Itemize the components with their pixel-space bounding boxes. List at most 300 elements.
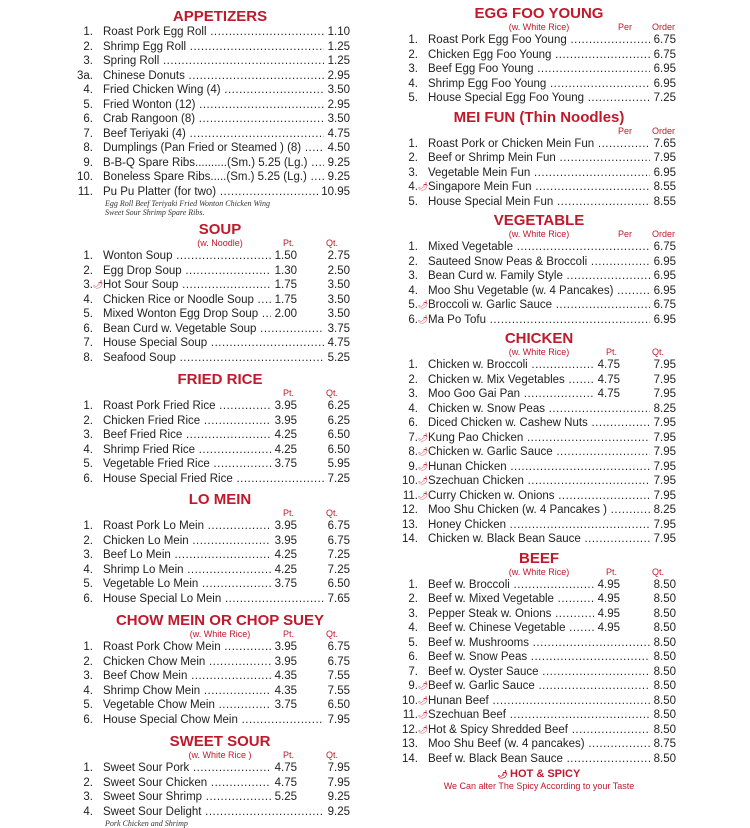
item-number: 1.	[408, 34, 418, 46]
item-number: 3.	[408, 270, 418, 282]
chili-pepper-icon: 🌶	[418, 681, 429, 690]
item-name	[103, 640, 271, 655]
item-number: 7.	[408, 665, 418, 678]
menu-item	[75, 112, 365, 127]
item-number: 1.	[83, 641, 93, 653]
price: 6.75	[327, 655, 350, 668]
menu-item	[75, 443, 365, 458]
item-name	[103, 713, 324, 728]
price: 8.25	[653, 504, 676, 516]
price-small: 4.95	[597, 578, 620, 591]
item-name	[428, 137, 650, 152]
price-small: 4.95	[597, 607, 620, 620]
item-name	[428, 445, 650, 460]
menu-item	[75, 713, 365, 728]
chili-pepper-icon: 🌶	[418, 447, 429, 456]
hot-spicy-text: HOT & SPICY	[510, 768, 581, 780]
menu-item	[75, 669, 365, 684]
item-name-text: Bean Curd w. Vegetable Soup	[103, 322, 257, 335]
item-name	[428, 373, 594, 388]
price: 8.75	[653, 738, 676, 750]
menu-item	[75, 548, 365, 563]
price: 3.50	[327, 279, 350, 291]
price: 7.25	[653, 92, 676, 104]
item-number: 1.	[83, 520, 93, 532]
menu-section	[400, 550, 678, 767]
price: 5.25	[327, 351, 350, 364]
item-number: 3.	[83, 429, 93, 441]
item-name	[103, 443, 271, 458]
section-subheader	[75, 508, 365, 519]
item-name	[103, 25, 324, 40]
menu-item	[400, 708, 678, 723]
menu-item	[400, 180, 678, 195]
price: 6.50	[327, 429, 350, 441]
section-subheader	[75, 629, 365, 640]
item-number: 3.	[83, 279, 93, 291]
price: 6.95	[653, 63, 676, 75]
column-header: Pt.	[283, 238, 295, 248]
item-number: 2.	[83, 40, 93, 53]
item-number: 9.	[83, 156, 93, 169]
item-name-text: Shrimp Lo Mein	[103, 563, 184, 576]
menu-item	[75, 534, 365, 549]
item-name	[103, 761, 271, 776]
item-name-text: Shrimp Fried Rice	[103, 443, 196, 456]
item-name	[103, 414, 271, 429]
item-number: 14.	[402, 533, 418, 545]
item-name-text: Moo Shu Vegetable (w. 4 Pancakes)	[428, 284, 614, 297]
item-number: 3.	[408, 388, 418, 400]
item-name-text: Egg Drop Soup	[103, 264, 182, 277]
item-number: 1.	[83, 762, 93, 774]
item-number: 3.	[83, 55, 93, 67]
item-name	[428, 532, 650, 547]
price: 7.55	[327, 670, 350, 682]
price: 6.50	[327, 699, 350, 711]
price: 7.95	[653, 388, 676, 400]
price-small: 1.75	[274, 293, 297, 306]
item-name	[103, 698, 271, 713]
section-title: SOUP	[198, 221, 242, 238]
item-name	[103, 293, 271, 308]
item-name	[103, 307, 271, 322]
item-name-text: Ma Po Tofu	[428, 313, 486, 326]
section-note: (w. Noodle)	[197, 238, 243, 248]
item-name-text: Roast Pork Chow Mein	[103, 641, 221, 653]
item-name	[103, 428, 271, 443]
price: 1.10	[327, 26, 350, 38]
item-name-text: Roast Pork Fried Rice	[103, 400, 216, 412]
menu-item	[400, 284, 678, 299]
item-number: 4.	[408, 284, 418, 297]
item-name	[428, 460, 650, 475]
item-number: 6.	[83, 472, 93, 485]
item-name	[103, 98, 324, 113]
item-name-text: Sweet Sour Pork	[103, 762, 190, 774]
section-title: BEEF	[518, 549, 559, 567]
item-name	[103, 278, 271, 293]
item-name	[428, 402, 650, 417]
item-name-text: Fried Wonton (12)	[103, 98, 196, 111]
item-name	[428, 298, 650, 313]
menu-section	[75, 371, 365, 486]
item-name-text: Hunan Chicken	[428, 460, 507, 473]
item-name-text: Broccoli w. Garlic Sauce	[428, 299, 552, 311]
price: 7.95	[653, 489, 676, 502]
item-name-text: Chicken w. Broccoli	[428, 359, 528, 371]
item-name-text: Singapore Mein Fun	[428, 181, 532, 193]
item-name-text: B-B-Q Spare Ribs..........(Sm.) 5.25 (Lg.)	[103, 156, 308, 169]
section-note: (w. White Rice )	[188, 750, 252, 760]
price-small: 3.95	[274, 534, 297, 547]
item-name	[103, 249, 271, 264]
price: 3.75	[327, 322, 350, 335]
menu-item	[400, 474, 678, 489]
price: 8.50	[653, 651, 676, 663]
price: 4.50	[327, 142, 350, 154]
price: 4.75	[327, 127, 350, 140]
price: 8.50	[653, 622, 676, 634]
menu-item	[75, 69, 365, 84]
item-name-text: Roast Pork Egg Roll	[103, 26, 207, 38]
item-name-text: Szechuan Chicken	[428, 475, 524, 487]
item-name	[103, 336, 324, 351]
price-small: 3.95	[274, 414, 297, 427]
menu-section	[75, 612, 365, 727]
item-number: 10.	[77, 171, 93, 183]
item-number: 3.	[408, 166, 418, 179]
price-small: 3.75	[274, 699, 297, 711]
column-header: Pt.	[283, 388, 295, 398]
item-name	[428, 665, 650, 680]
price-small: 4.75	[274, 776, 297, 789]
column-header: Pt.	[606, 566, 618, 577]
menu-item	[400, 77, 678, 92]
item-number: 1.	[83, 250, 93, 262]
price-small: 4.25	[274, 443, 297, 456]
menu-item	[75, 278, 365, 293]
hot-spicy-legend	[400, 768, 678, 792]
menu-item	[75, 264, 365, 279]
menu-item	[75, 127, 365, 142]
price: 6.95	[653, 284, 676, 297]
item-name-text: Hunan Beef	[428, 694, 489, 707]
item-number: 2.	[83, 534, 93, 547]
menu-item	[400, 387, 678, 402]
price: 6.95	[653, 270, 676, 282]
item-name	[428, 387, 594, 402]
chili-pepper-icon: 🌶	[418, 724, 429, 734]
item-name	[103, 655, 271, 670]
item-name-text: Moo Shu Chicken (w. 4 Pancakes )	[428, 504, 607, 516]
menu-item	[75, 293, 365, 308]
item-name-text: Vegetable Fried Rice	[103, 458, 210, 470]
item-number: 6.	[408, 417, 418, 429]
menu-item	[400, 298, 678, 313]
item-number: 11.	[402, 489, 418, 502]
item-name-text: House Special Fried Rice	[103, 472, 233, 485]
column-header: Qt.	[326, 629, 339, 639]
item-name	[428, 636, 650, 651]
item-number: 9.	[408, 680, 418, 692]
price-small: 4.95	[597, 622, 620, 634]
price: 4.75	[327, 337, 350, 349]
menu-item	[75, 25, 365, 40]
item-name-text: Curry Chicken w. Onions	[428, 489, 555, 502]
item-name-text: Beef w. Black Bean Sauce	[428, 752, 563, 765]
item-name-text: Shrimp Egg Foo Young	[428, 77, 547, 90]
section-title: MEI FUN (Thin Noodles)	[453, 108, 625, 126]
item-name-text: Chicken Lo Mein	[103, 534, 189, 547]
item-name-text: Chicken w. Black Bean Sauce	[428, 533, 581, 545]
chili-pepper-icon: 🌶	[418, 695, 429, 705]
item-number: 5.	[408, 299, 418, 311]
item-name-text: Sweet Sour Delight	[103, 805, 202, 818]
item-number: 2.	[408, 255, 418, 268]
price: 8.50	[653, 578, 676, 591]
column-header: Qt.	[326, 238, 339, 248]
column-header: Qt.	[652, 347, 665, 357]
item-number: 7.	[408, 431, 418, 444]
item-name-text: Mixed Vegetable	[428, 241, 514, 253]
item-name-text: Beef w. Mushrooms	[428, 636, 529, 649]
section-title: LO MEIN	[188, 491, 252, 508]
price: 7.25	[327, 472, 350, 485]
section-title: CHOW MEIN OR CHOP SUEY	[115, 612, 325, 629]
section-title: APPETIZERS	[172, 8, 268, 25]
menu-item	[400, 313, 678, 328]
item-name-text: Roast Pork Lo Mein	[103, 520, 204, 532]
section-subheader	[75, 238, 365, 249]
price: 1.25	[327, 40, 350, 53]
item-number: 6.	[408, 313, 418, 326]
item-number: 1.	[83, 26, 93, 38]
menu-item	[400, 636, 678, 651]
menu-item	[400, 33, 678, 48]
price: 8.50	[653, 607, 676, 620]
item-number: 4.	[83, 563, 93, 576]
item-number: 6.	[83, 713, 93, 726]
price: 7.95	[653, 373, 676, 386]
item-name-text: Chicken w. Garlic Sauce	[428, 446, 553, 458]
price: 7.95	[653, 152, 676, 164]
price-small: 4.95	[597, 593, 620, 605]
item-number: 2.	[408, 373, 418, 386]
section-note: (w. White Rice)	[508, 566, 570, 577]
menu-item	[75, 472, 365, 487]
item-name	[428, 416, 650, 431]
item-number: 10.	[402, 694, 418, 707]
item-name-text: Wonton Soup	[103, 250, 173, 262]
menu-item	[400, 518, 678, 533]
item-name-text: Diced Chicken w. Cashew Nuts	[428, 417, 588, 429]
item-number: 2.	[83, 776, 93, 789]
item-number: 7.	[83, 127, 93, 140]
item-name-text: Shrimp Chow Mein	[103, 684, 201, 697]
column-header: Qt.	[326, 508, 339, 518]
item-number: 4.	[408, 181, 418, 193]
item-name-text: Spring Roll	[103, 55, 160, 67]
item-name	[428, 62, 650, 77]
item-name-text: House Special Lo Mein	[103, 592, 222, 605]
item-number: 2.	[408, 48, 418, 61]
item-number: 8.	[83, 351, 93, 364]
chili-pepper-icon: 🌶	[418, 182, 429, 191]
chili-pepper-icon: 🌶	[497, 770, 511, 779]
item-name-text: Sweet Sour Shrimp	[103, 791, 203, 803]
item-name	[428, 284, 650, 299]
price: 6.75	[653, 299, 676, 311]
price: 6.25	[327, 414, 350, 427]
price: 8.50	[653, 593, 676, 605]
price-small: 4.25	[274, 549, 297, 561]
item-number: 5.	[83, 699, 93, 711]
column-header: Order	[652, 125, 676, 136]
menu-item	[75, 83, 365, 98]
menu-item	[75, 414, 365, 429]
item-name	[428, 723, 650, 738]
item-number: 4.	[83, 443, 93, 456]
item-name	[428, 255, 650, 270]
item-name	[103, 805, 324, 820]
section-footnote: Egg Roll Beef Teriyaki Fried Wonton Chicken Wing	[105, 199, 270, 208]
price: 9.25	[327, 156, 350, 169]
column-header: Order	[652, 229, 676, 239]
item-number: 5.	[83, 98, 93, 111]
price: 6.50	[327, 443, 350, 456]
menu-item	[75, 399, 365, 414]
item-name	[103, 776, 271, 791]
column-header: Pt.	[606, 347, 618, 357]
menu-item	[400, 269, 678, 284]
price: 9.25	[327, 805, 350, 818]
item-name-text: Mixed Wonton Egg Drop Soup	[103, 308, 259, 320]
menu-item	[75, 141, 365, 156]
chili-pepper-icon: 🌶	[418, 314, 429, 324]
price-small: 3.75	[274, 578, 297, 590]
hot-spicy-title	[400, 768, 678, 781]
item-name-text: Bean Curd w. Family Style	[428, 270, 563, 282]
item-name-text: Sauteed Snow Peas & Broccoli	[428, 255, 588, 268]
item-name-text: Honey Chicken	[428, 518, 506, 531]
item-number: 6.	[83, 113, 93, 125]
item-name-text: Sweet Sour Chicken	[103, 776, 208, 789]
item-name	[428, 694, 650, 709]
menu-item	[75, 98, 365, 113]
item-name	[428, 195, 650, 210]
item-name-text: Beef w. Chinese Vegetable	[428, 622, 566, 634]
menu-item	[75, 592, 365, 607]
menu-item	[400, 416, 678, 431]
item-name	[428, 518, 650, 533]
item-number: 14.	[402, 752, 418, 765]
item-number: 2.	[83, 264, 93, 277]
menu-item	[400, 503, 678, 518]
price: 8.50	[653, 665, 676, 678]
price: 7.95	[653, 359, 676, 371]
price: 1.25	[327, 55, 350, 67]
price: 7.95	[653, 460, 676, 473]
item-name-text: Beef w. Oyster Sauce	[428, 665, 539, 678]
item-number: 12.	[402, 723, 418, 736]
item-name	[103, 790, 271, 805]
item-name	[103, 457, 271, 472]
menu-item	[400, 137, 678, 152]
price: 7.65	[327, 592, 350, 605]
item-name	[103, 548, 271, 563]
item-name-text: Chicken Chow Mein	[103, 655, 206, 668]
item-number: 13.	[402, 738, 418, 750]
column-header: Per	[618, 125, 633, 136]
price: 5.95	[327, 458, 350, 470]
menu-item	[400, 358, 678, 373]
item-name	[103, 592, 324, 607]
menu-item	[400, 578, 678, 593]
item-name-text: Dumplings (Pan Fried or Steamed ) (8)	[103, 142, 302, 154]
price: 7.95	[653, 446, 676, 458]
price-small: 4.75	[597, 359, 620, 371]
menu-section	[400, 330, 678, 547]
price: 7.95	[327, 713, 350, 726]
item-name-text: Beef Egg Foo Young	[428, 63, 534, 75]
menu-item	[400, 694, 678, 709]
item-name-text: Hot & Spicy Shredded Beef	[428, 723, 568, 736]
price: 6.95	[653, 313, 676, 326]
price: 7.95	[653, 431, 676, 444]
item-name-text: Beef Fried Rice	[103, 429, 183, 441]
price: 8.55	[653, 181, 676, 193]
menu-item	[75, 322, 365, 337]
item-number: 4.	[83, 293, 93, 306]
price: 7.65	[653, 137, 676, 150]
section-title: EGG FOO YOUNG	[474, 5, 604, 22]
item-number: 6.	[408, 651, 418, 663]
menu-item	[400, 166, 678, 181]
item-number: 4.	[83, 684, 93, 697]
price: 6.75	[327, 534, 350, 547]
item-name	[428, 33, 650, 48]
item-number: 3.	[83, 549, 93, 561]
menu-item	[75, 698, 365, 713]
item-number: 8.	[83, 142, 93, 154]
menu-item	[400, 532, 678, 547]
item-name-text: Vegetable Lo Mein	[103, 578, 199, 590]
menu-item	[400, 665, 678, 680]
price: 10.95	[321, 185, 350, 198]
item-name-text: Szechuan Beef	[428, 709, 507, 721]
section-note: (w. White Rice)	[508, 229, 570, 239]
menu-item	[400, 723, 678, 738]
item-number: 5.	[408, 195, 418, 208]
item-name-text: Pu Pu Platter (for two)	[103, 185, 217, 198]
item-name-text: Beef w. Broccoli	[428, 578, 510, 591]
price: 9.25	[327, 171, 350, 183]
section-note: (w. White Rice)	[189, 629, 251, 639]
item-number: 1.	[408, 359, 418, 371]
price: 7.25	[327, 563, 350, 576]
price: 7.55	[327, 684, 350, 697]
menu-item	[400, 752, 678, 767]
item-name	[103, 669, 271, 684]
item-name	[103, 351, 324, 366]
item-name-text: Vegetable Mein Fun	[428, 166, 531, 179]
menu-item	[75, 428, 365, 443]
item-name	[103, 563, 271, 578]
column-header: Qt.	[326, 388, 339, 398]
price: 6.95	[653, 77, 676, 90]
item-name	[428, 489, 650, 504]
